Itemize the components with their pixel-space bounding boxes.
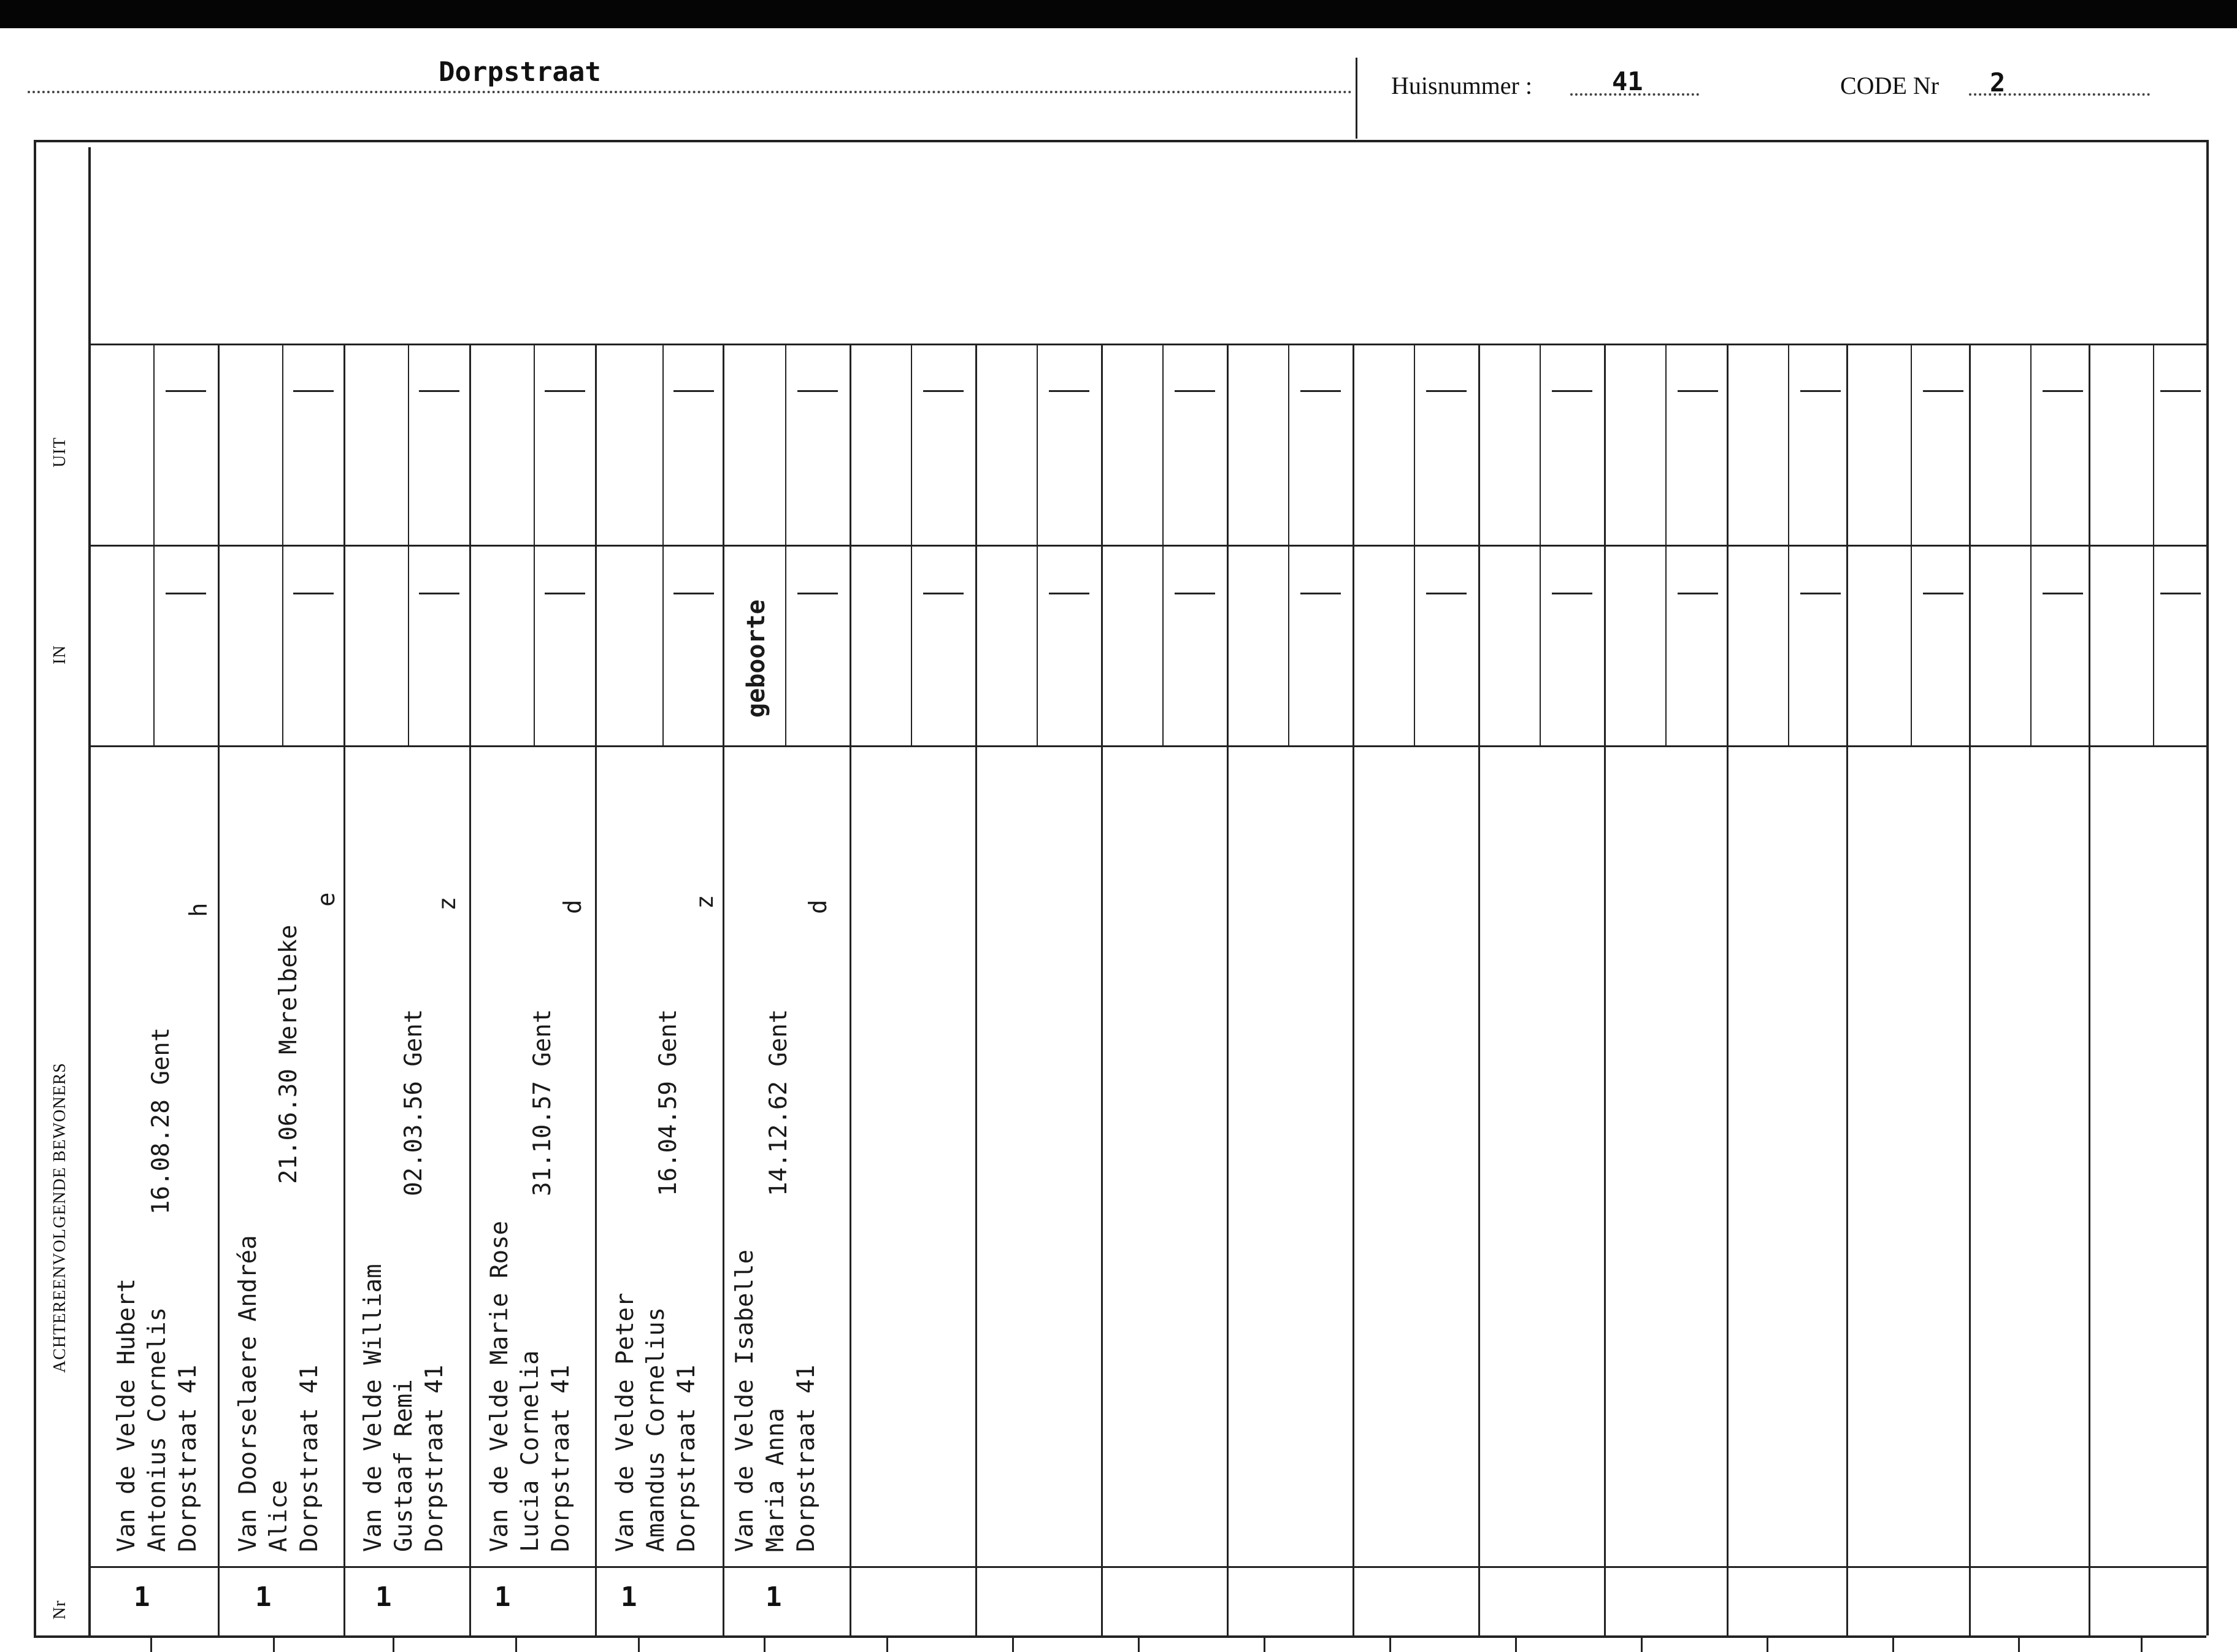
- resident-3-line-1: Van de Velde William: [359, 1264, 387, 1552]
- resident-6-line-2: Maria Anna: [762, 1408, 789, 1552]
- in-dash-10: [1300, 593, 1341, 594]
- resident-4-code: d: [559, 899, 587, 914]
- column-divider-1: [218, 344, 220, 1635]
- resident-5-line-1: Van de Velde Peter: [612, 1293, 639, 1552]
- in-dash-5: [673, 593, 714, 594]
- residents-label: ACHTEREENVOLGENDE BEWONERS: [50, 1062, 69, 1373]
- uit-dash-17: [2160, 390, 2201, 392]
- uit-subcolumn-divider-14: [1788, 344, 1789, 745]
- resident-6-in-note: geboorte: [742, 599, 770, 718]
- bottom-tick-9: [1138, 1638, 1140, 1652]
- in-label: IN: [50, 645, 69, 664]
- street-dotted-line: [28, 91, 1353, 93]
- row-divider-in-residents: [91, 745, 2206, 747]
- uit-subcolumn-divider-9: [1162, 344, 1164, 745]
- uit-dash-15: [1923, 390, 1963, 392]
- uit-subcolumn-divider-1: [153, 344, 155, 745]
- uit-dash-14: [1800, 390, 1841, 392]
- uit-subcolumn-divider-15: [1911, 344, 1912, 745]
- resident-1-line-2: Antonius Cornelis: [144, 1307, 171, 1552]
- uit-subcolumn-divider-4: [534, 344, 535, 745]
- column-divider-5: [723, 344, 724, 1635]
- resident-2-line-1: Van Doorselaere Andréa: [234, 1235, 262, 1552]
- in-dash-12: [1552, 593, 1592, 594]
- bottom-tick-5: [638, 1638, 640, 1652]
- uit-dash-9: [1175, 390, 1215, 392]
- in-dash-7: [923, 593, 964, 594]
- house-number-dotted-line: [1570, 93, 1699, 96]
- code-dotted-line: [1969, 93, 2150, 96]
- uit-dash-16: [2043, 390, 2083, 392]
- resident-1-birth: 16.08.28 Gent: [147, 1027, 175, 1215]
- resident-1-code: h: [185, 902, 213, 917]
- house-number-value: 41: [1612, 66, 1643, 96]
- column-divider-4: [595, 344, 597, 1635]
- house-number-label: Huisnummer :: [1391, 72, 1532, 99]
- resident-3-nr: 1: [375, 1581, 392, 1613]
- resident-2-line-3: Dorpstraat 41: [296, 1364, 323, 1552]
- resident-4-birth: 31.10.57 Gent: [529, 1008, 556, 1196]
- resident-3-name-block: [358, 1264, 450, 1552]
- resident-6-birth: 14.12.62 Gent: [765, 1008, 792, 1196]
- in-dash-6: [797, 593, 838, 594]
- code-value: 2: [1990, 67, 2006, 98]
- uit-subcolumn-divider-5: [662, 344, 664, 745]
- in-dash-11: [1426, 593, 1467, 594]
- resident-4-line-2: Lucia Cornelia: [516, 1350, 544, 1552]
- uit-subcolumn-divider-17: [2153, 344, 2154, 745]
- resident-4-name-block: [485, 1221, 577, 1552]
- resident-5-nr: 1: [621, 1581, 637, 1613]
- uit-subcolumn-divider-7: [911, 344, 912, 745]
- top-black-bar: [0, 0, 2237, 28]
- column-divider-12: [1604, 344, 1606, 1635]
- resident-2-name-block: [233, 1235, 325, 1552]
- uit-dash-2: [293, 390, 334, 392]
- uit-dash-5: [673, 390, 714, 392]
- column-divider-9: [1227, 344, 1229, 1635]
- in-dash-8: [1049, 593, 1089, 594]
- in-dash-17: [2160, 593, 2201, 594]
- bottom-tick-10: [1264, 1638, 1265, 1652]
- resident-2-nr: 1: [255, 1581, 272, 1613]
- resident-4-nr: 1: [494, 1581, 511, 1613]
- uit-subcolumn-divider-2: [282, 344, 283, 745]
- bottom-tick-13: [1641, 1638, 1643, 1652]
- resident-3-code: z: [434, 896, 461, 911]
- resident-5-birth: 16.04.59 Gent: [654, 1008, 682, 1196]
- uit-subcolumn-divider-8: [1037, 344, 1038, 745]
- uit-dash-3: [419, 390, 459, 392]
- uit-dash-10: [1300, 390, 1341, 392]
- bottom-tick-2: [273, 1638, 275, 1652]
- code-label: CODE Nr: [1840, 72, 1940, 99]
- in-dash-3: [419, 593, 459, 594]
- resident-6-code: d: [805, 899, 832, 914]
- in-dash-1: [166, 593, 206, 594]
- bottom-tick-7: [886, 1638, 888, 1652]
- resident-3-line-3: Dorpstraat 41: [421, 1364, 448, 1552]
- bottom-tick-11: [1389, 1638, 1391, 1652]
- resident-1-nr: 1: [134, 1581, 150, 1613]
- resident-6-line-1: Van de Velde Isabelle: [731, 1249, 759, 1552]
- column-divider-2: [343, 344, 345, 1635]
- resident-5-line-3: Dorpstraat 41: [673, 1364, 700, 1552]
- uit-subcolumn-divider-10: [1288, 344, 1289, 745]
- column-divider-13: [1727, 344, 1729, 1635]
- frame-left-line: [34, 140, 36, 1635]
- in-dash-4: [545, 593, 585, 594]
- resident-5-code: z: [691, 894, 719, 909]
- resident-3-line-2: Gustaaf Remi: [390, 1379, 418, 1552]
- uit-subcolumn-divider-16: [2030, 344, 2032, 745]
- resident-2-birth: 21.06.30 Merelbeke: [275, 924, 302, 1184]
- in-dash-13: [1678, 593, 1718, 594]
- resident-4-line-3: Dorpstraat 41: [547, 1364, 575, 1552]
- column-divider-16: [2089, 344, 2090, 1635]
- uit-dash-11: [1426, 390, 1467, 392]
- uit-dash-13: [1678, 390, 1718, 392]
- uit-subcolumn-divider-12: [1540, 344, 1541, 745]
- bottom-tick-1: [150, 1638, 152, 1652]
- in-dash-16: [2043, 593, 2083, 594]
- in-dash-15: [1923, 593, 1963, 594]
- uit-subcolumn-divider-6: [785, 344, 786, 745]
- bottom-tick-17: [2141, 1638, 2143, 1652]
- uit-dash-12: [1552, 390, 1592, 392]
- resident-6-line-3: Dorpstraat 41: [792, 1364, 820, 1552]
- uit-label: UIT: [50, 437, 69, 467]
- bottom-tick-12: [1515, 1638, 1517, 1652]
- resident-2-code: e: [313, 892, 340, 907]
- resident-4-line-1: Van de Velde Marie Rose: [486, 1220, 513, 1552]
- bottom-tick-8: [1012, 1638, 1014, 1652]
- frame-right-line: [2206, 140, 2209, 1635]
- street-name: Dorpstraat: [439, 56, 601, 88]
- column-divider-7: [975, 344, 977, 1635]
- resident-5-name-block: [610, 1293, 702, 1552]
- bottom-tick-3: [393, 1638, 394, 1652]
- resident-6-name-block: [730, 1250, 822, 1552]
- resident-1-line-3: Dorpstraat 41: [174, 1364, 202, 1552]
- resident-1-line-1: Van de Velde Hubert: [113, 1278, 140, 1552]
- resident-5-line-2: Amandus Cornelius: [642, 1307, 670, 1552]
- bottom-tick-4: [515, 1638, 517, 1652]
- header-divider: [1356, 58, 1357, 139]
- bottom-tick-15: [1892, 1638, 1894, 1652]
- column-divider-14: [1846, 344, 1848, 1635]
- column-divider-3: [469, 344, 471, 1635]
- bottom-tick-14: [1767, 1638, 1768, 1652]
- uit-subcolumn-divider-13: [1665, 344, 1667, 745]
- uit-dash-7: [923, 390, 964, 392]
- resident-1-name-block: [112, 1278, 204, 1552]
- in-dash-2: [293, 593, 334, 594]
- uit-dash-4: [545, 390, 585, 392]
- uit-subcolumn-divider-3: [408, 344, 409, 745]
- frame-bottom-line: [34, 1635, 2206, 1638]
- column-divider-6: [850, 344, 851, 1635]
- bottom-tick-16: [2018, 1638, 2020, 1652]
- uit-dash-8: [1049, 390, 1089, 392]
- column-divider-15: [1969, 344, 1971, 1635]
- row-divider-residents-nr: [91, 1566, 2206, 1568]
- column-divider-8: [1101, 344, 1103, 1635]
- nr-label: Nr: [50, 1600, 69, 1619]
- column-divider-10: [1353, 344, 1354, 1635]
- resident-3-birth: 02.03.56 Gent: [400, 1008, 428, 1196]
- frame-top-line: [34, 140, 2206, 142]
- bottom-tick-6: [764, 1638, 765, 1652]
- resident-6-nr: 1: [765, 1581, 782, 1613]
- resident-2-line-2: Alice: [265, 1480, 293, 1552]
- uit-subcolumn-divider-11: [1414, 344, 1415, 745]
- label-column-divider: [88, 147, 91, 1635]
- uit-dash-6: [797, 390, 838, 392]
- in-dash-9: [1175, 593, 1215, 594]
- column-divider-11: [1478, 344, 1480, 1635]
- uit-dash-1: [166, 390, 206, 392]
- in-dash-14: [1800, 593, 1841, 594]
